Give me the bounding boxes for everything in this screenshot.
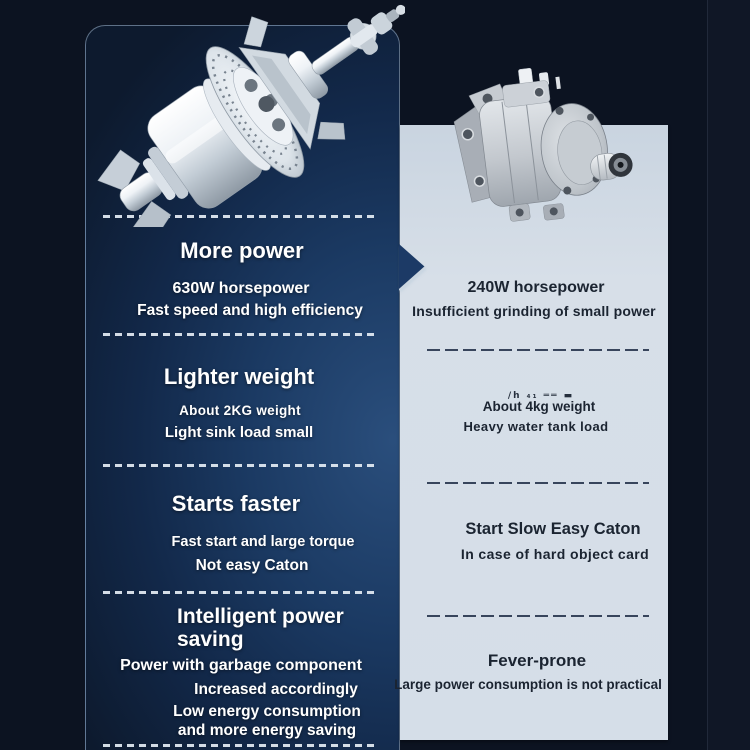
premium-motor-image	[95, 0, 405, 227]
divider-left-5	[103, 744, 379, 747]
left-line-low-energy: Low energy consumption and more energy saving	[173, 703, 361, 739]
pointer-arrow-icon	[399, 241, 429, 293]
right-line-hard-object: In case of hard object card	[460, 546, 650, 562]
right-line-240w: 240W horsepower	[467, 279, 605, 296]
left-line-garbage-component: Power with garbage component	[120, 657, 362, 674]
divider-left-2	[103, 333, 379, 336]
left-heading-lighter-weight: Lighter weight	[163, 364, 315, 389]
left-line-630w: 630W horsepower	[172, 280, 310, 297]
right-line-start-slow: Start Slow Easy Caton	[465, 520, 641, 538]
right-line-insufficient: Insufficient grinding of small power	[412, 303, 656, 319]
background-right-strip	[708, 0, 750, 750]
left-heading-intelligent-power: Intelligent power saving	[177, 605, 344, 651]
right-line-fever-prone: Fever-prone	[487, 651, 587, 670]
right-line-heavy-tank: Heavy water tank load	[463, 419, 609, 434]
clipped-text-fragment: ∕h ₄₁ ══ ▬	[507, 391, 575, 401]
left-line-not-easy-caton: Not easy Caton	[195, 557, 309, 574]
divider-left-3	[103, 464, 379, 467]
divider-right-2	[427, 482, 649, 484]
divider-right-3	[427, 615, 649, 617]
divider-right-1	[427, 349, 649, 351]
left-line-fast-speed: Fast speed and high efficiency	[137, 302, 363, 319]
rival-compressor-image	[437, 62, 637, 237]
left-heading-more-power: More power	[180, 238, 304, 263]
left-heading-starts-faster: Starts faster	[171, 491, 301, 516]
left-line-2kg: About 2KG weight	[179, 403, 301, 418]
right-line-4kg: About 4kg weight	[482, 399, 596, 414]
right-line-large-power: Large power consumption is not practical	[394, 677, 662, 692]
left-line-light-sink: Light sink load small	[164, 424, 314, 441]
left-line-fast-start: Fast start and large torque	[171, 534, 355, 550]
left-line-increased: Increased accordingly	[194, 681, 358, 698]
divider-left-4	[103, 591, 379, 594]
